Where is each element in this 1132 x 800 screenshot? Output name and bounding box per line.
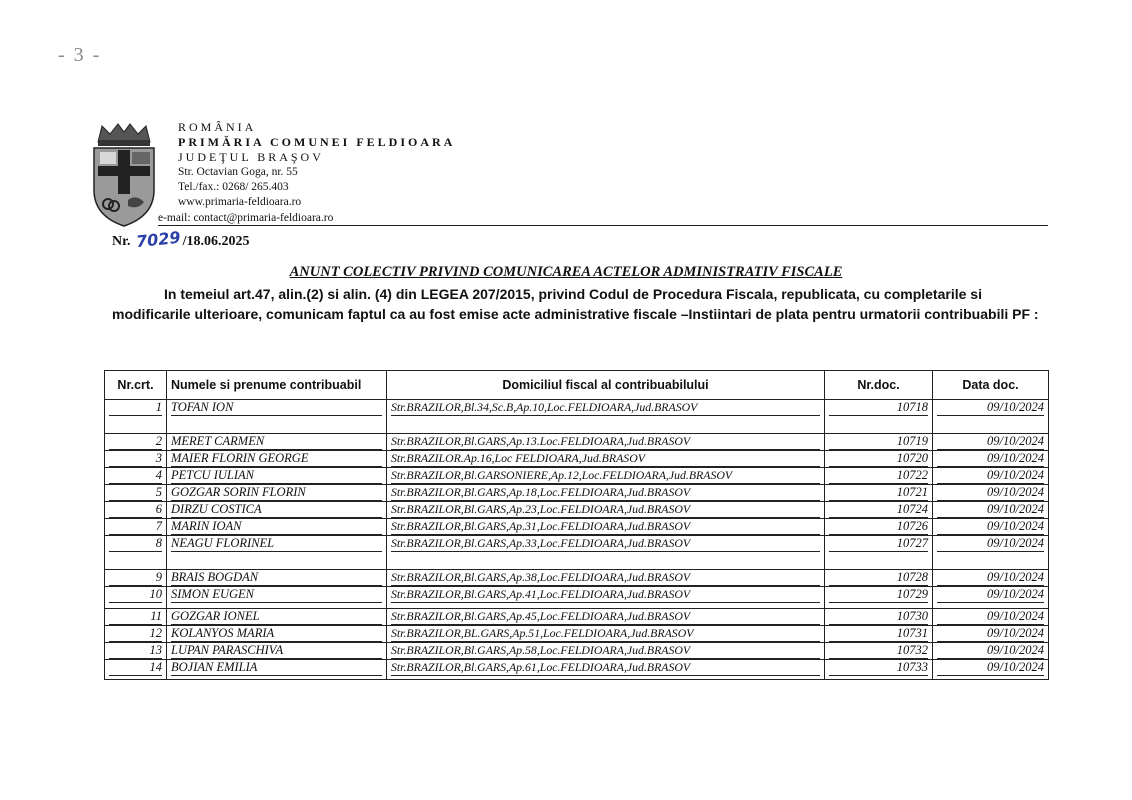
- document-number-text: 10721: [829, 485, 928, 501]
- table-row: [105, 643, 1049, 660]
- page-number-mark: - 3 -: [58, 44, 102, 66]
- row-number: [105, 519, 167, 536]
- document-date: [933, 626, 1049, 643]
- taxpayer-name-text: MERET CARMEN: [171, 434, 382, 450]
- row-number: [105, 587, 167, 609]
- document-number-text: 10726: [829, 519, 928, 535]
- document-number: [825, 468, 933, 485]
- document-date: [933, 536, 1049, 570]
- taxpayer-name-text: BOJIAN EMILIA: [171, 660, 382, 676]
- column-header: Nr.doc.: [825, 371, 933, 400]
- intro-paragraph: In temeiul art.47, alin.(2) si alin. (4) din LEGEA 207/2015, privind Codul de Procedura Fiscala, republicata, cu completarile si modificarile ulterioare, comunicam faptul ca au fost emise acte administrative fiscale –Instiintari de plata pentru urmatorii contribuabili PF :: [112, 286, 1039, 322]
- table-row: [105, 451, 1049, 468]
- row-number-text: 9: [109, 570, 162, 586]
- registration-number: [112, 227, 250, 252]
- document-date-text: 09/10/2024: [937, 451, 1044, 467]
- taxpayer-name-text: MAIER FLORIN GEORGE: [171, 451, 382, 467]
- fiscal-address: [387, 434, 825, 451]
- document-number-text: 10733: [829, 660, 928, 676]
- document-number-text: 10722: [829, 468, 928, 484]
- taxpayer-name: [167, 468, 387, 485]
- row-number: [105, 536, 167, 570]
- row-number: [105, 451, 167, 468]
- phone-fax: Tel./fax.: 0268/ 265.403: [178, 181, 289, 193]
- fiscal-address-text: Str.BRAZILOR,BL.GARS,Ap.51,Loc.FELDIOARA,Jud.BRASOV: [391, 626, 820, 642]
- taxpayer-name-text: MARIN IOAN: [171, 519, 382, 535]
- row-number: [105, 502, 167, 519]
- document-number-text: 10719: [829, 434, 928, 450]
- document-date-text: 09/10/2024: [937, 643, 1044, 659]
- row-number-text: 4: [109, 468, 162, 484]
- row-number-text: 14: [109, 660, 162, 676]
- taxpayer-name-text: KOLANYOS MARIA: [171, 626, 382, 642]
- taxpayer-name-text: SIMON EUGEN: [171, 587, 382, 603]
- document-number: [825, 485, 933, 502]
- row-number-text: 13: [109, 643, 162, 659]
- document-number-text: 10730: [829, 609, 928, 625]
- document-number-text: 10727: [829, 536, 928, 552]
- document-date: [933, 451, 1049, 468]
- website: www.primaria-feldioara.ro: [178, 196, 302, 208]
- fiscal-address-text: Str.BRAZILOR,Bl.GARS,Ap.33,Loc.FELDIOARA,Jud.BRASOV: [391, 536, 820, 552]
- taxpayer-name: [167, 536, 387, 570]
- row-number-text: 11: [109, 609, 162, 625]
- taxpayer-name: [167, 434, 387, 451]
- document-date: [933, 609, 1049, 626]
- fiscal-address-text: Str.BRAZILOR,Bl.GARS,Ap.18,Loc.FELDIOARA,Jud.BRASOV: [391, 485, 820, 501]
- document-date-text: 09/10/2024: [937, 536, 1044, 552]
- row-number-text: 10: [109, 587, 162, 603]
- document-date-text: 09/10/2024: [937, 400, 1044, 416]
- taxpayer-name-text: PETCU IULIAN: [171, 468, 382, 484]
- row-number-text: 2: [109, 434, 162, 450]
- document-number-text: 10729: [829, 587, 928, 603]
- document-number: [825, 626, 933, 643]
- table-row: [105, 502, 1049, 519]
- handwritten-number: 7029: [135, 227, 182, 252]
- taxpayer-name: [167, 519, 387, 536]
- document-date-text: 09/10/2024: [937, 609, 1044, 625]
- document-date: [933, 660, 1049, 680]
- fiscal-address-text: Str.BRAZILOR,Bl.GARS,Ap.58,Loc.FELDIOARA,Jud.BRASOV: [391, 643, 820, 659]
- document-number-text: 10718: [829, 400, 928, 416]
- county-name: JUDEŢUL BRAŞOV: [178, 150, 324, 164]
- taxpayer-name: [167, 587, 387, 609]
- taxpayer-name: [167, 570, 387, 587]
- document-number: [825, 609, 933, 626]
- document-number: [825, 660, 933, 680]
- row-number-text: 12: [109, 626, 162, 642]
- document-number: [825, 451, 933, 468]
- table-row: [105, 570, 1049, 587]
- taxpayer-name: [167, 660, 387, 680]
- document-number: [825, 519, 933, 536]
- fiscal-address: [387, 570, 825, 587]
- row-number: [105, 570, 167, 587]
- table-row: [105, 536, 1049, 570]
- institution-name: PRIMĂRIA COMUNEI FELDIOARA: [178, 135, 456, 149]
- row-number-text: 5: [109, 485, 162, 501]
- document-date: [933, 468, 1049, 485]
- taxpayer-name: [167, 400, 387, 434]
- document-date-text: 09/10/2024: [937, 660, 1044, 676]
- document-date-text: 09/10/2024: [937, 434, 1044, 450]
- row-number: [105, 468, 167, 485]
- country-name: ROMÂNIA: [178, 120, 257, 134]
- fiscal-address-text: Str.BRAZILOR,Bl.GARSONIERE,Ap.12,Loc.FELDIOARA,Jud.BRASOV: [391, 468, 820, 484]
- table-row: [105, 400, 1049, 434]
- table-row: [105, 485, 1049, 502]
- row-number: [105, 660, 167, 680]
- fiscal-address: [387, 519, 825, 536]
- document-number: [825, 643, 933, 660]
- fiscal-address-text: Str.BRAZILOR,Bl.GARS,Ap.23,Loc.FELDIOARA,Jud.BRASOV: [391, 502, 820, 518]
- document-number-text: 10724: [829, 502, 928, 518]
- announcement-title: ANUNT COLECTIV PRIVIND COMUNICAREA ACTELOR ADMINISTRATIV FISCALE: [289, 264, 843, 280]
- document-number: [825, 400, 933, 434]
- taxpayer-name: [167, 609, 387, 626]
- fiscal-address-text: Str.BRAZILOR,Bl.GARS,Ap.61,Loc.FELDIOARA,Jud.BRASOV: [391, 660, 820, 676]
- fiscal-address-text: Str.BRAZILOR,Bl.GARS,Ap.13.Loc.FELDIOARA,Jud.BRASOV: [391, 434, 820, 450]
- taxpayer-name-text: TOFAN ION: [171, 400, 382, 416]
- row-number-text: 7: [109, 519, 162, 535]
- document-date: [933, 643, 1049, 660]
- document-date: [933, 519, 1049, 536]
- document-date: [933, 434, 1049, 451]
- document-date: [933, 502, 1049, 519]
- row-number: [105, 434, 167, 451]
- taxpayer-name: [167, 451, 387, 468]
- document-date-text: 09/10/2024: [937, 485, 1044, 501]
- column-header: Nr.crt.: [105, 371, 167, 400]
- row-number-text: 3: [109, 451, 162, 467]
- document-date-text: 09/10/2024: [937, 468, 1044, 484]
- fiscal-address-text: Str.BRAZILOR,Bl.GARS,Ap.38,Loc.FELDIOARA,Jud.BRASOV: [391, 570, 820, 586]
- document-date-text: 09/10/2024: [937, 502, 1044, 518]
- document-number-text: 10728: [829, 570, 928, 586]
- row-number: [105, 626, 167, 643]
- row-number: [105, 609, 167, 626]
- table-row: [105, 609, 1049, 626]
- taxpayer-name: [167, 626, 387, 643]
- column-header: Data doc.: [933, 371, 1049, 400]
- document-number-text: 10731: [829, 626, 928, 642]
- registration-prefix: Nr.: [112, 234, 131, 249]
- taxpayer-name-text: GOZGAR SORIN FLORIN: [171, 485, 382, 501]
- fiscal-address: [387, 502, 825, 519]
- fiscal-address-text: Str.BRAZILOR,Bl.GARS,Ap.31,Loc.FELDIOARA,Jud.BRASOV: [391, 519, 820, 535]
- header-divider: [158, 225, 1048, 226]
- document-number-text: 10720: [829, 451, 928, 467]
- row-number: [105, 485, 167, 502]
- fiscal-address: [387, 485, 825, 502]
- fiscal-address: [387, 536, 825, 570]
- document-date: [933, 587, 1049, 609]
- document-number: [825, 434, 933, 451]
- document-number-text: 10732: [829, 643, 928, 659]
- coat-of-arms-icon: [88, 120, 160, 230]
- document-date: [933, 485, 1049, 502]
- taxpayer-name: [167, 485, 387, 502]
- document-date-text: 09/10/2024: [937, 519, 1044, 535]
- taxpayers-table: [104, 370, 1049, 680]
- fiscal-address: [387, 400, 825, 434]
- street-address: Str. Octavian Goga, nr. 55: [178, 166, 298, 178]
- column-header: Domiciliul fiscal al contribuabilului: [387, 371, 825, 400]
- document-date-text: 09/10/2024: [937, 570, 1044, 586]
- fiscal-address: [387, 587, 825, 609]
- document-number: [825, 570, 933, 587]
- table-row: [105, 519, 1049, 536]
- fiscal-address: [387, 451, 825, 468]
- document-date: [933, 400, 1049, 434]
- taxpayer-name-text: NEAGU FLORINEL: [171, 536, 382, 552]
- document-number: [825, 502, 933, 519]
- row-number-text: 1: [109, 400, 162, 416]
- row-number: [105, 400, 167, 434]
- table-row: [105, 587, 1049, 609]
- table-row: [105, 434, 1049, 451]
- table-row: [105, 660, 1049, 680]
- taxpayer-name: [167, 643, 387, 660]
- row-number: [105, 643, 167, 660]
- taxpayer-name-text: GOZGAR IONEL: [171, 609, 382, 625]
- fiscal-address: [387, 626, 825, 643]
- table-row: [105, 626, 1049, 643]
- fiscal-address: [387, 660, 825, 680]
- taxpayer-name: [167, 502, 387, 519]
- table-row: [105, 468, 1049, 485]
- taxpayer-name-text: LUPAN PARASCHIVA: [171, 643, 382, 659]
- document-number: [825, 536, 933, 570]
- fiscal-address-text: Str.BRAZILOR,Bl.GARS,Ap.41,Loc.FELDIOARA,Jud.BRASOV: [391, 587, 820, 603]
- email-address: e-mail: contact@primaria-feldioara.ro: [158, 212, 334, 224]
- taxpayer-name-text: DIRZU COSTICA: [171, 502, 382, 518]
- fiscal-address: [387, 643, 825, 660]
- taxpayer-name-text: BRAIS BOGDAN: [171, 570, 382, 586]
- registration-date: /18.06.2025: [182, 234, 250, 249]
- document-date: [933, 570, 1049, 587]
- fiscal-address-text: Str.BRAZILOR,Bl.GARS,Ap.45,Loc.FELDIOARA,Jud.BRASOV: [391, 609, 820, 625]
- fiscal-address-text: Str.BRAZILOR,Bl.34,Sc.B,Ap.10,Loc.FELDIOARA,Jud.BRASOV: [391, 400, 820, 416]
- row-number-text: 6: [109, 502, 162, 518]
- fiscal-address-text: Str.BRAZILOR.Ap.16,Loc FELDIOARA,Jud.BRASOV: [391, 451, 820, 467]
- document-number: [825, 587, 933, 609]
- document-date-text: 09/10/2024: [937, 587, 1044, 603]
- document-date-text: 09/10/2024: [937, 626, 1044, 642]
- fiscal-address: [387, 609, 825, 626]
- row-number-text: 8: [109, 536, 162, 552]
- institution-header: [178, 120, 455, 210]
- fiscal-address: [387, 468, 825, 485]
- table-header-row: [105, 371, 1049, 400]
- column-header: Numele si prenume contribuabil: [167, 371, 387, 400]
